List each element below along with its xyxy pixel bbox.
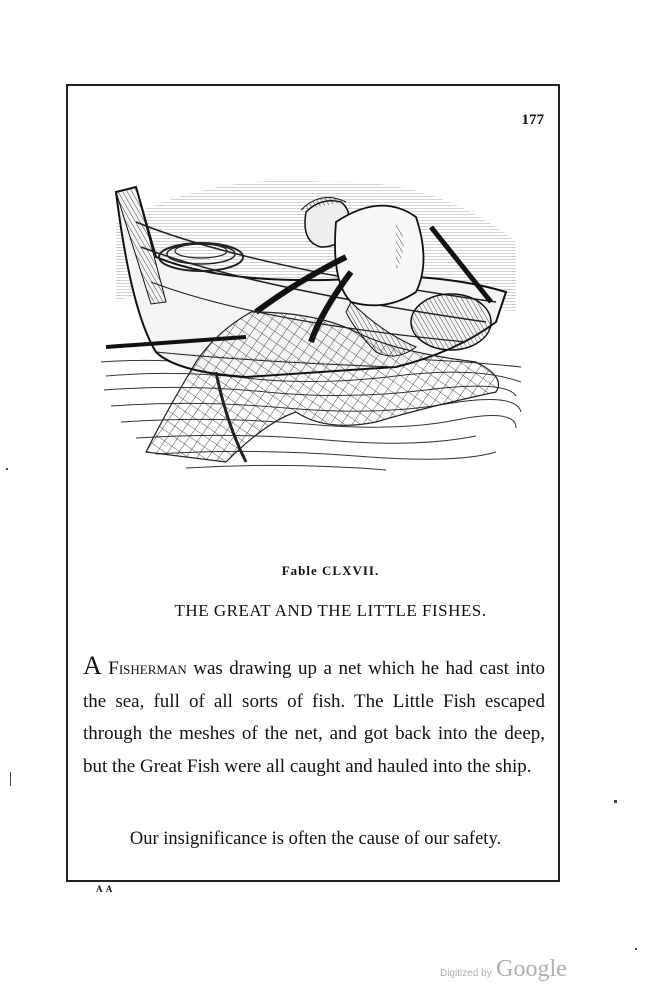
scan-speck [614,800,617,803]
digitized-watermark [440,956,567,983]
fisherman-illustration [96,162,526,484]
signature-mark: A A [96,884,114,894]
fable-number: Fable CLXVII. [281,563,380,578]
scan-speck [6,468,8,470]
fable-title: THE GREAT AND THE LITTLE FISHES. [174,601,487,620]
watermark-brand: Google [496,956,567,982]
fable-body-lead: Fisherman [108,658,187,679]
fable-moral: Our insignificance is often the cause of our safety. [129,829,502,849]
watermark-prefix: Digitized by [440,968,492,979]
fable-body-text: was drawing up a net which he had cast into the sea, full of all sorts of fish. The Little Fish escaped through the meshes of the net, and got back into the deep, but the Great Fish were all caught and hauled into the ship. [83,658,546,777]
scan-speck [635,948,637,950]
fable-body [83,650,545,783]
page-number: 177 [521,112,544,128]
drop-cap: A [83,651,102,680]
scan-speck [10,772,11,786]
